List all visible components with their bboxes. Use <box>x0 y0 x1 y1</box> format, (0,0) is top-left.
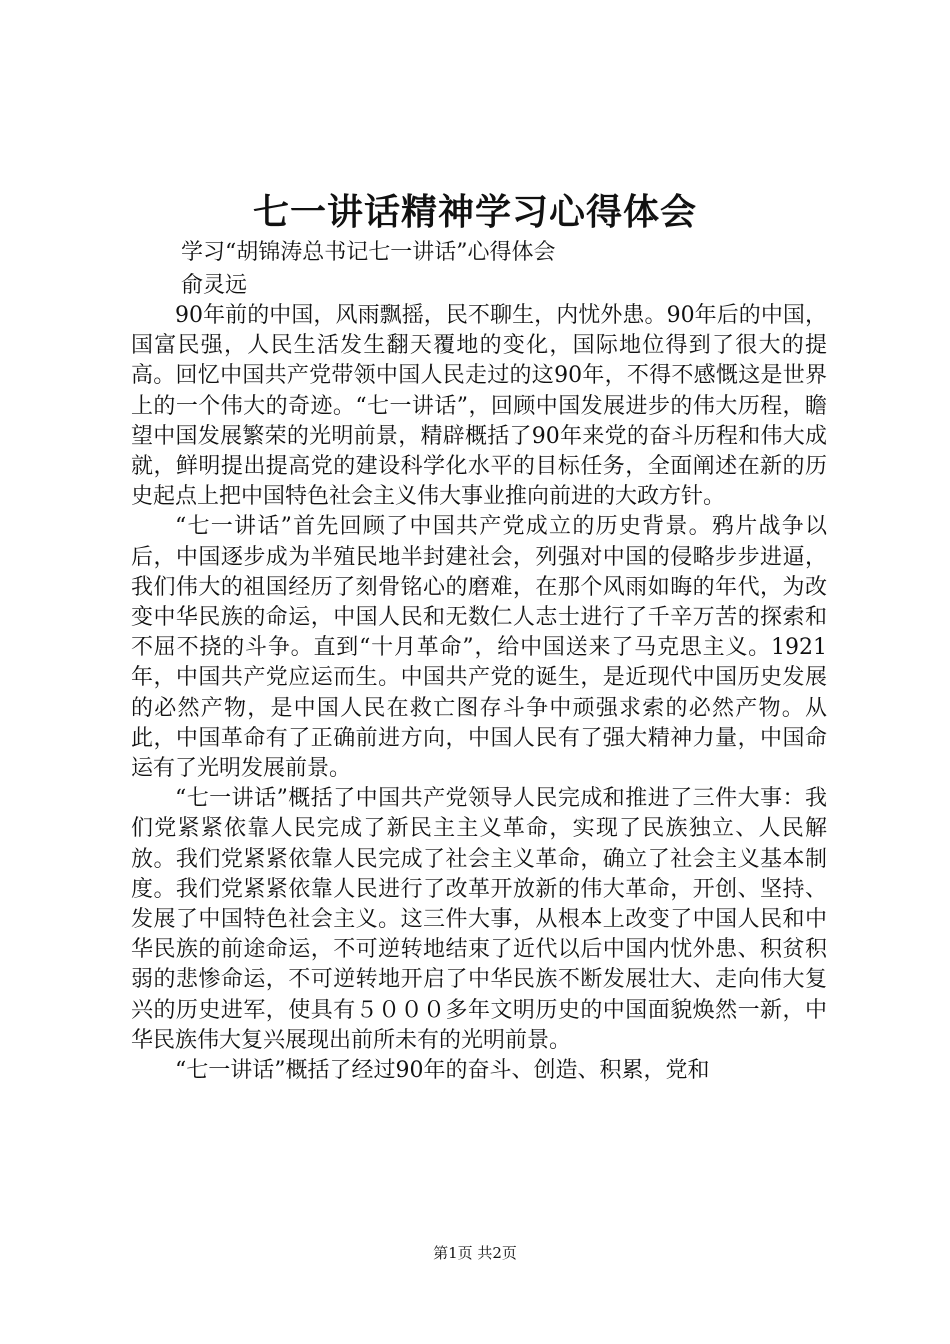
paragraph: “七一讲话”首先回顾了中国共产党成立的历史背景。鸦片战争以后，中国逐步成为半殖民地半封建社会，列强对中国的侵略步步进逼，我们伟大的祖国经历了刻骨铭心的磨难，在那个风雨如晦的年代，为改变中华民族的命运，中国人民和无数仁人志士进行了千辛万苦的探索和不屈不挠的斗争。直到“十月革命”，给中国送来了马克思主义。1921年，中国共产党应运而生。中国共产党的诞生，是近现代中国历史发展的必然产物，是中国人民在救亡图存斗争中顽强求索的必然产物。从此，中国革命有了正确前进方向，中国人民有了强大精神力量，中国命运有了光明发展前景。 <box>131 514 827 782</box>
paragraph: “七一讲话”概括了中国共产党领导人民完成和推进了三件大事：我们党紧紧依靠人民完成了新民主主义革命，实现了民族独立、人民解放。我们党紧紧依靠人民完成了社会主义革命，确立了社会主义基本制度。我们党紧紧依靠人民进行了改革开放新的伟大革命，开创、坚持、发展了中国特色社会主义。这三件大事，从根本上改变了中国人民和中华民族的前途命运，不可逆转地结束了近代以后中国内忧外患、积贫积弱的悲惨命运，不可逆转地开启了中华民族不断发展壮大、走向伟大复兴的历史进军，使具有５０００多年文明历史的中国面貌焕然一新，中华民族伟大复兴展现出前所未有的光明前景。 <box>131 786 827 1053</box>
document-title: 七一讲话精神学习心得体会 <box>252 191 697 233</box>
page-number-footer: 第1页 共2页 <box>433 1244 517 1262</box>
paragraph: 90年前的中国，风雨飘摇，民不聊生，内忧外患。90年后的中国，国富民强，人民生活发生翻天覆地的变化，国际地位得到了很大的提高。回忆中国共产党带领中国人民走过的这90年，不得不感慨这是世界上的一个伟大的奇迹。“七一讲话”，回顾中国发展进步的伟大历程，瞻望中国发展繁荣的光明前景，精辟概括了90年来党的奋斗历程和伟大成就，鲜明提出提高党的建设科学化水平的目标任务，全面阐述在新的历史起点上把中国特色社会主义伟大事业推向前进的大政方针。 <box>131 303 827 510</box>
document-body <box>131 301 827 1086</box>
document-subtitle: 学习“胡锦涛总书记七一讲话”心得体会 <box>181 240 556 265</box>
document-author: 俞灵远 <box>181 273 248 298</box>
paragraph: “七一讲话”概括了经过90年的奋斗、创造、积累，党和 <box>175 1058 710 1084</box>
